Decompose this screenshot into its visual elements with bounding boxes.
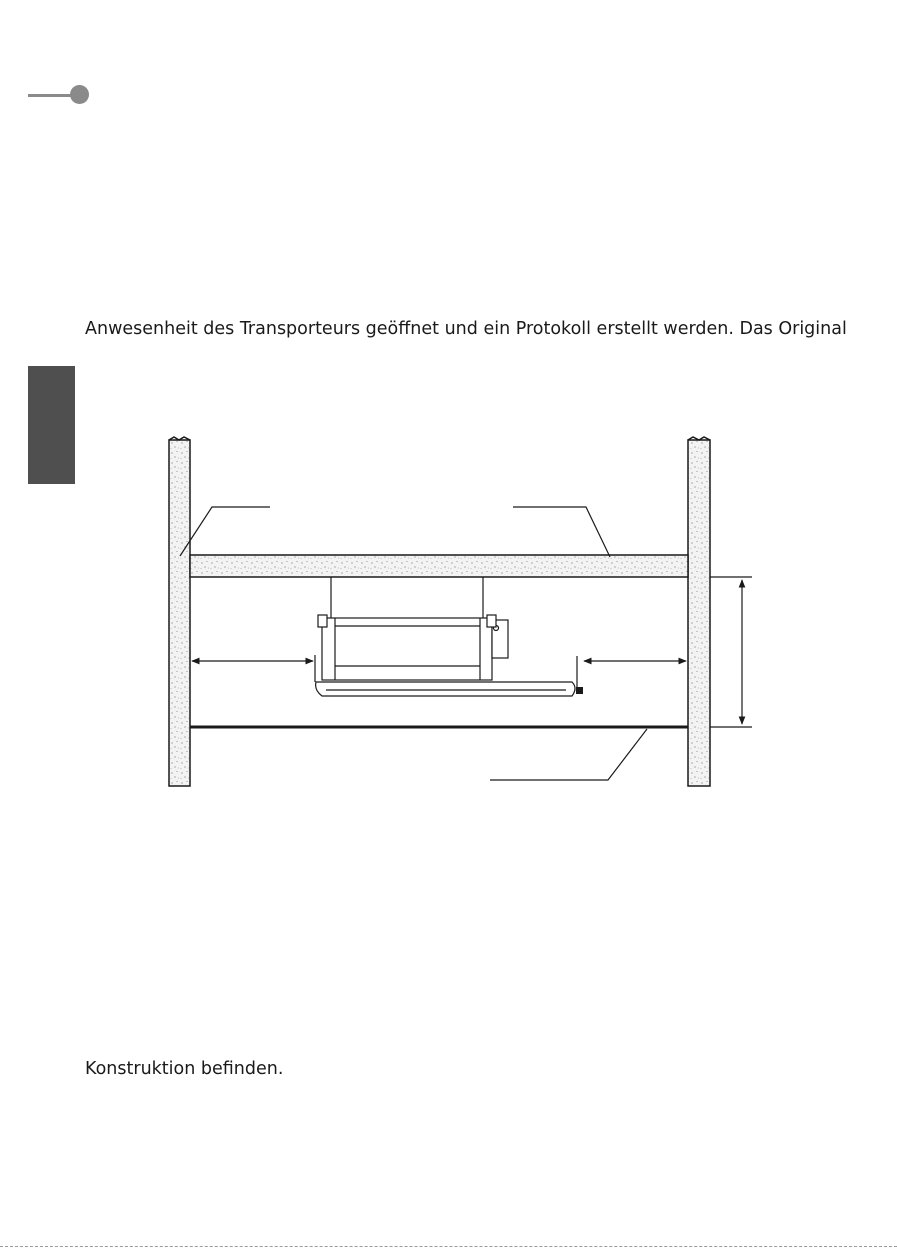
left-wall xyxy=(169,440,190,786)
unit-bracket-left xyxy=(318,615,327,627)
indoor-unit xyxy=(315,615,577,696)
right-wall xyxy=(688,440,710,786)
leader-slab-left xyxy=(180,507,270,556)
unit-bracket-right xyxy=(487,615,496,627)
building-structure xyxy=(169,440,710,786)
leader-slab-right xyxy=(513,507,610,557)
body-text-line-1: Anwesenheit des Transporteurs geöffnet und ein Protokoll erstellt werden. Das Original xyxy=(85,319,847,339)
ceiling-slab xyxy=(190,555,688,577)
unit-body xyxy=(322,618,492,680)
ceiling-panel xyxy=(316,682,575,696)
page-bottom-rule xyxy=(0,1246,897,1247)
body-text-line-2: Konstruktion befinden. xyxy=(85,1059,284,1079)
leader-false-ceiling xyxy=(490,729,647,780)
drain-connector xyxy=(576,687,583,694)
